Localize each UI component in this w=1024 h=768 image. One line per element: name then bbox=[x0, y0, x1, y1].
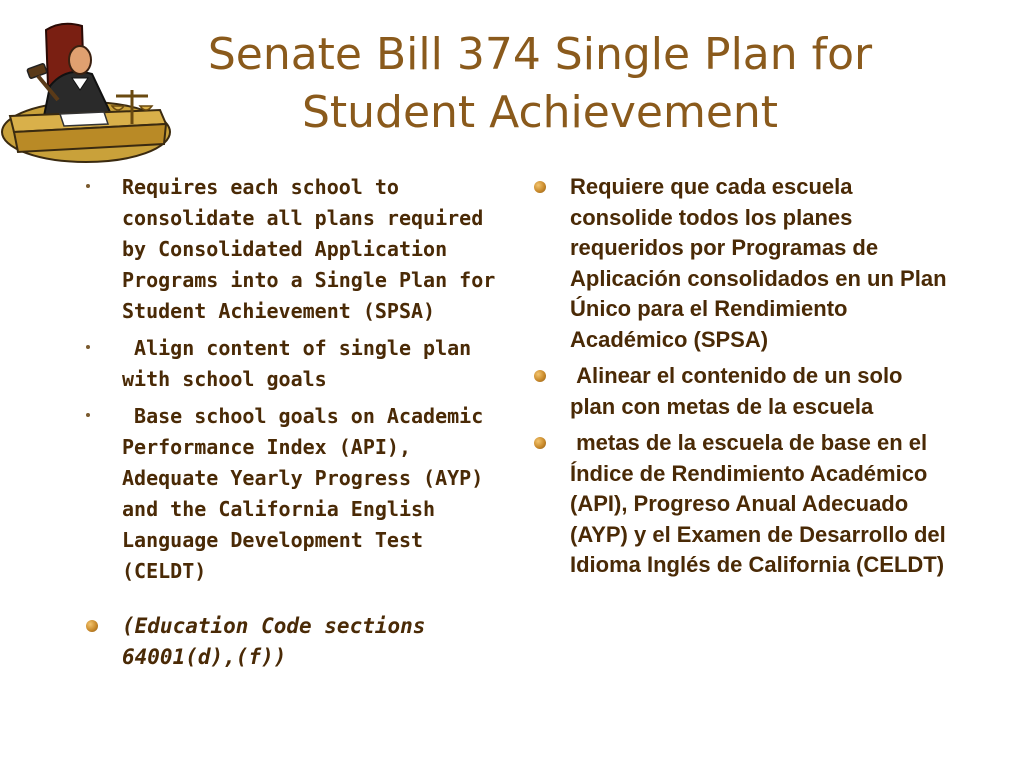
list-item-text: Align content of single plan with school goals bbox=[122, 336, 484, 391]
bullet-icon bbox=[86, 620, 98, 632]
spanish-bullet-list bbox=[528, 172, 952, 581]
list-item-text: metas de la escuela de base en el Índice de Rendimiento Académico (API), Progreso Anual Adecuado (AYP) y el Examen de Desarrollo del Idioma Inglés de California (CELDT) bbox=[570, 430, 952, 577]
list-item-text: Requires each school to consolidate all plans required by Consolidated Application Programs into a Single Plan for Student Achievement (SPSA) bbox=[122, 175, 496, 323]
english-bullet-list bbox=[80, 172, 500, 673]
note-text: (Education Code sections 64001(d),(f)) bbox=[122, 614, 426, 669]
list-item bbox=[80, 172, 500, 327]
english-column bbox=[80, 172, 500, 679]
list-item bbox=[80, 401, 500, 587]
education-code-note bbox=[80, 611, 500, 673]
bullet-icon bbox=[86, 345, 90, 349]
list-item bbox=[528, 428, 952, 581]
list-item bbox=[80, 333, 500, 395]
list-item bbox=[528, 172, 948, 355]
list-item-text: Alinear el contenido de un solo plan con metas de la escuela bbox=[570, 363, 909, 419]
slide-title: Senate Bill 374 Single Plan for Student Achievement bbox=[207, 29, 873, 138]
list-item-text: Requiere que cada escuela consolide todos los planes requeridos por Programas de Aplicación consolidados en un Plan Único para el Rendimiento Académico (SPSA) bbox=[570, 174, 947, 352]
spanish-column bbox=[528, 172, 952, 587]
list-item bbox=[528, 361, 948, 422]
bullet-icon bbox=[534, 437, 546, 449]
bullet-icon bbox=[534, 181, 546, 193]
bullet-icon bbox=[86, 413, 90, 417]
bullet-icon bbox=[534, 370, 546, 382]
list-item-text: Base school goals on Academic Performance Index (API), Adequate Yearly Progress (AYP) and the California English Language Development Test (CELDT) bbox=[122, 404, 496, 583]
bullet-icon bbox=[86, 184, 90, 188]
